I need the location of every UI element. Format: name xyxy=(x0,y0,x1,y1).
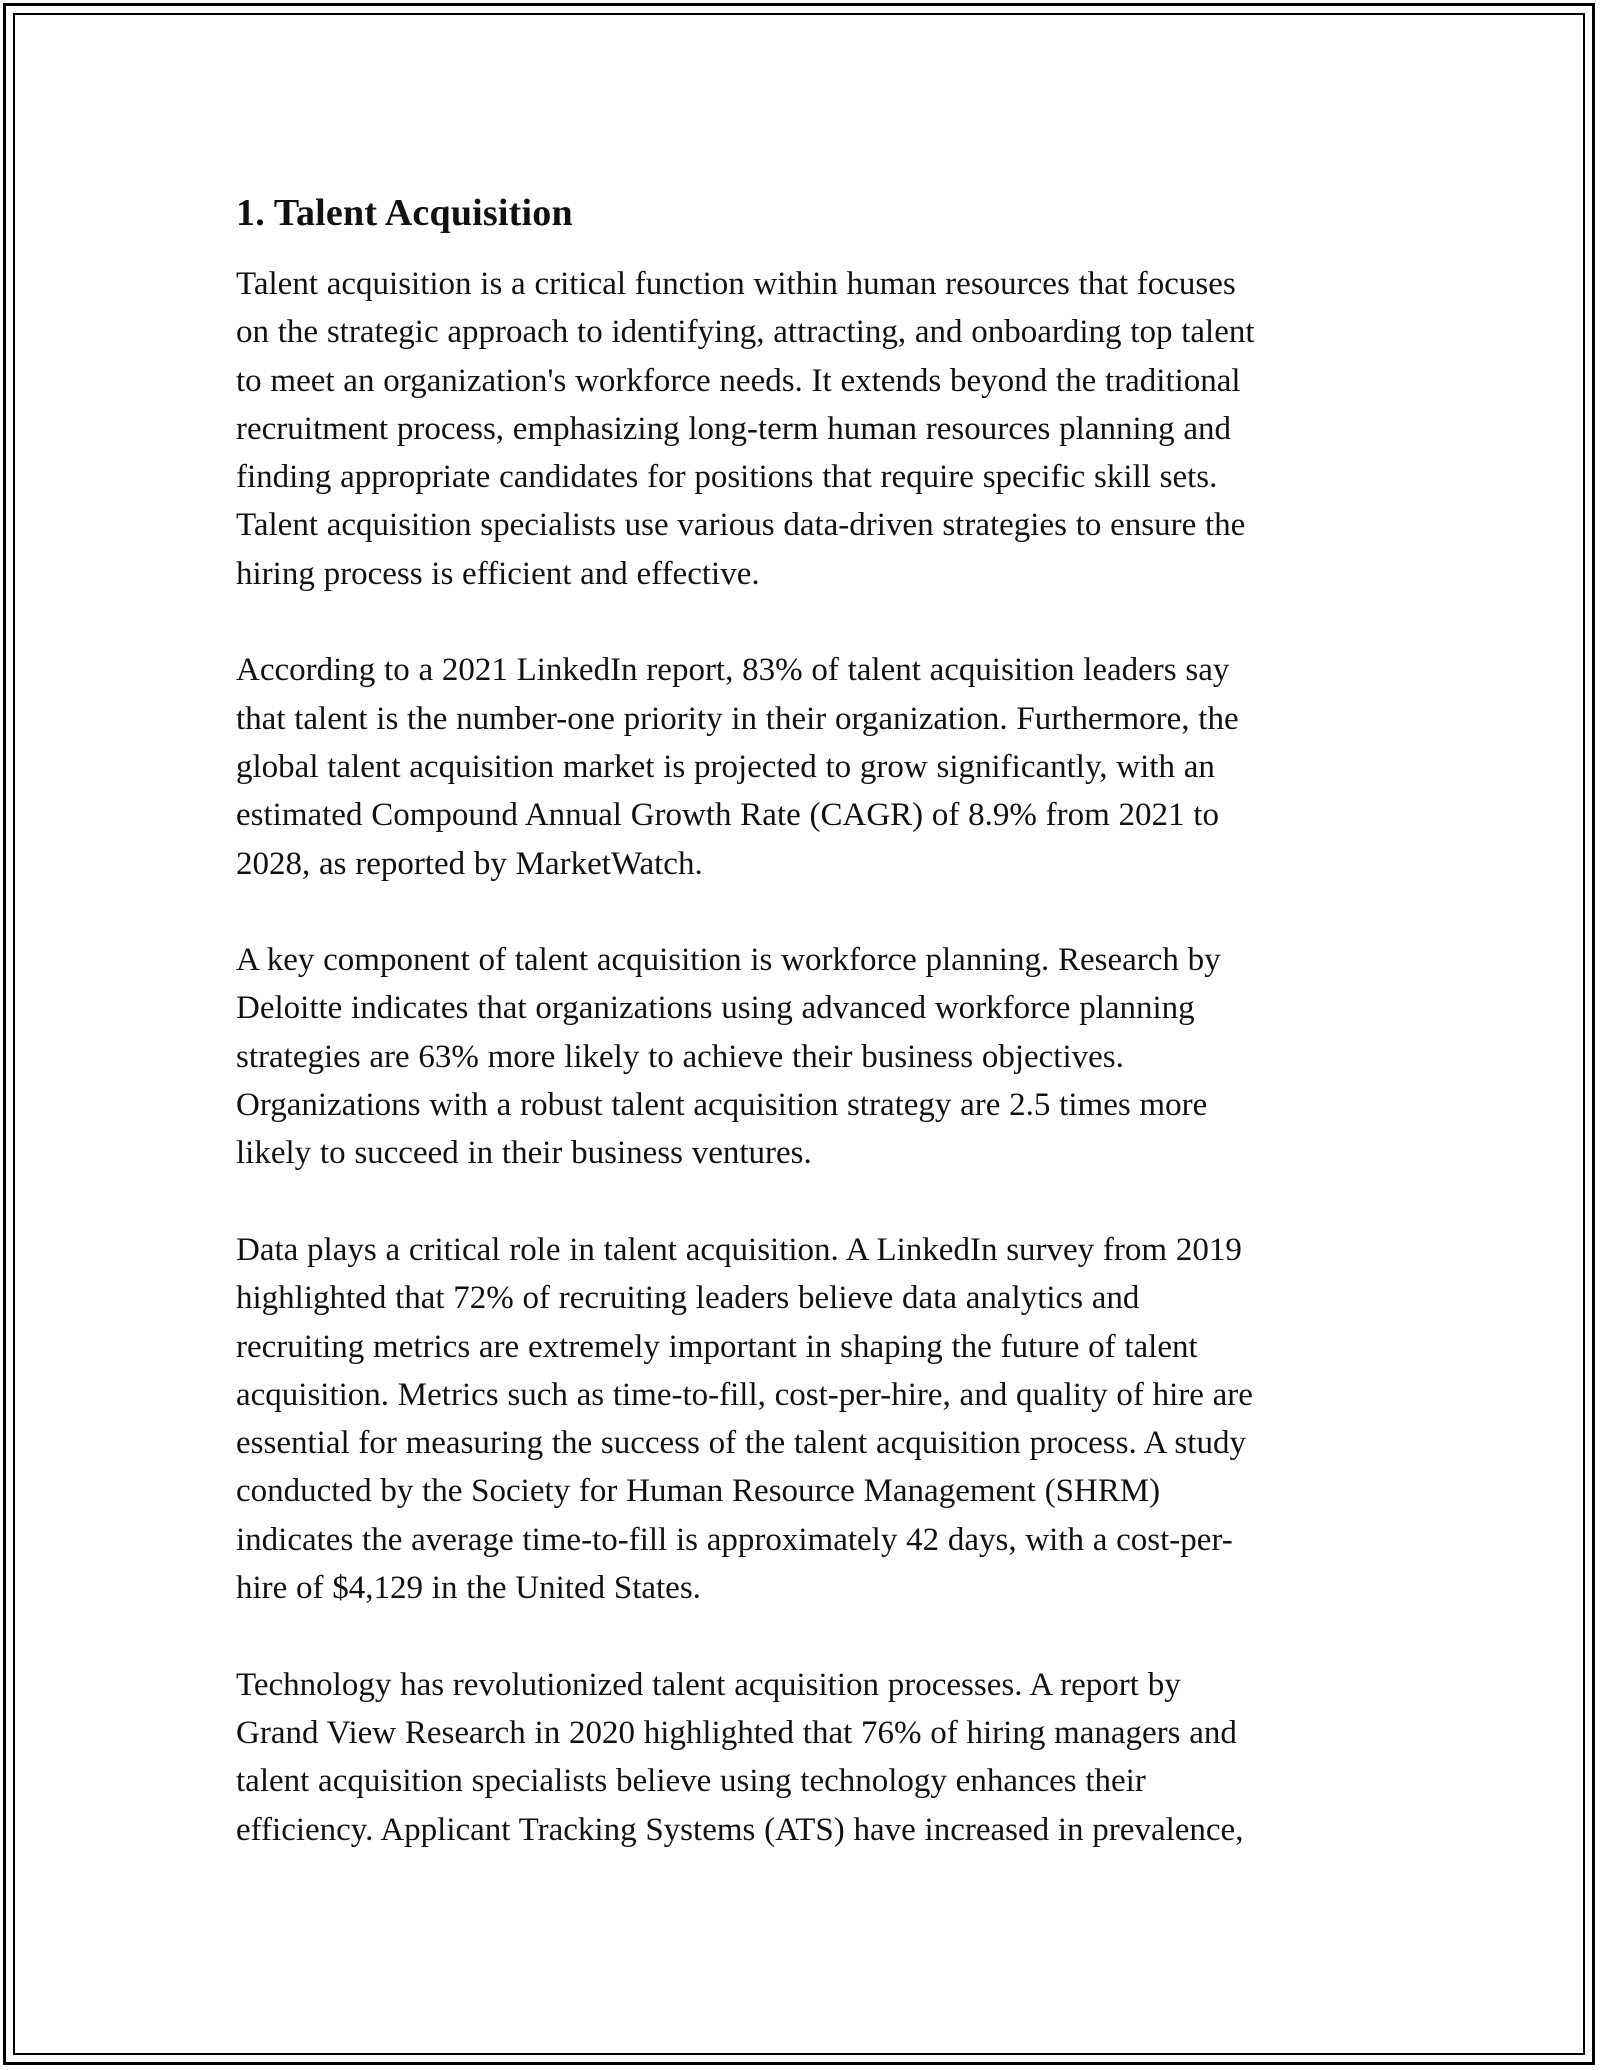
paragraph-technology: Technology has revolutionized talent acquisition processes. A report by Grand View Research in 2020 highlighted that 76% of hiring managers and talent acquisition specialists believe using technology enhances their efficiency. Applicant Tracking Systems (ATS) have increased in prevalence, xyxy=(236,1666,1244,1848)
document-body xyxy=(236,186,1376,1854)
paragraph-linkedin-report: According to a 2021 LinkedIn report, 83% of talent acquisition leaders say that talent is the number-one priority in their organization. Furthermore, the global talent acquisition market is projected to grow significantly, with an estimated Compound Annual Growth Rate (CAGR) of 8.9% from 2021 to 2028, as reported by MarketWatch. xyxy=(236,652,1239,882)
paragraph-workforce-planning: A key component of talent acquisition is workforce planning. Research by Deloitte indicates that organizations using advanced workforce planning strategies are 63% more likely to achieve their business objectives. Organizations with a robust talent acquisition strategy are 2.5 times more likely to succeed in their business ventures. xyxy=(236,942,1221,1172)
section-heading: 1. Talent Acquisition xyxy=(236,192,573,234)
paragraph-data-metrics: Data plays a critical role in talent acquisition. A LinkedIn survey from 2019 highlighted that 72% of recruiting leaders believe data analytics and recruiting metrics are extremely important in shaping the future of talent acquisition. Metrics such as time-to-fill, cost-per-hire, and quality of hire are essential for measuring the success of the talent acquisition process. A study conducted by the Society for Human Resource Management (SHRM) indicates the average time-to-fill is approximately 42 days, with a cost-per- hire of $4,129 in the United States. xyxy=(236,1231,1253,1607)
paragraph-talent-acquisition-definition: Talent acquisition is a critical function within human resources that focuses on the strategic approach to identifying, attracting, and onboarding top talent to meet an organization's workforce needs. It extends beyond the traditional recruitment process, emphasizing long-term human resources planning and finding appropriate candidates for positions that require specific skill sets. Talent acquisition specialists use various data-driven strategies to ensure the hiring process is efficient and effective. xyxy=(236,266,1255,592)
